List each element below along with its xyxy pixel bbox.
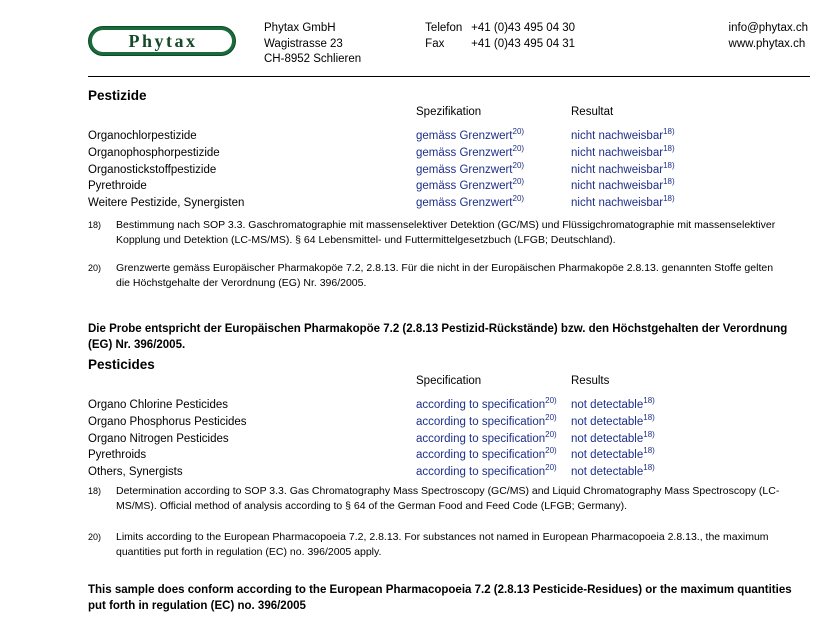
footnote-ref-result: 18) <box>663 194 675 204</box>
table-row <box>88 431 771 448</box>
table-row <box>88 128 771 145</box>
table-row <box>88 162 771 179</box>
analyte-spec: gemäss Grenzwert$^{20)}$ <box>416 194 525 210</box>
company-street: Wagistrasse 23 <box>264 37 343 50</box>
analyte-spec: according to specification$^{20)}$ <box>416 412 557 428</box>
column-header-spec-de: Spezifikation <box>416 106 482 118</box>
company-city: CH-8952 Schlieren <box>264 53 362 65</box>
analyte-result: nicht nachweisbar$^{18)}$ <box>571 177 675 193</box>
footnote-20-english <box>88 530 788 559</box>
conclusion-english: This sample does conform according to the European Pharmacopoeia 7.2 (2.8.13 Pesticide-Residues) or the maximum quantities put forth in regulation (EC) no. 396/2005 <box>88 584 792 612</box>
footnote-ref-spec: 20) <box>512 127 525 137</box>
footnote-20-german <box>88 261 788 290</box>
table-row <box>88 447 771 464</box>
analyte-name: Organostickstoffpestizide <box>88 163 217 176</box>
analyte-name: Organophosphorpestizide <box>88 146 220 159</box>
company-name: Phytax GmbH <box>264 22 336 34</box>
footnote-marker: 20) <box>88 263 102 273</box>
email-address[interactable]: info@phytax.ch <box>728 22 808 34</box>
footnote-ref-result: 18) <box>663 143 675 153</box>
telephone-label: Telefon <box>425 22 463 34</box>
column-header-name-de <box>88 106 416 128</box>
footnote-ref-result: 18) <box>643 396 655 406</box>
telephone-value: +41 (0)43 495 04 30 <box>471 22 576 34</box>
analyte-spec: according to specification$^{20)}$ <box>416 446 557 462</box>
analyte-result: not detectable$^{18)}$ <box>571 396 655 411</box>
analyte-spec: gemäss Grenzwert$^{20)}$ <box>416 127 525 142</box>
analyte-spec: according to specification$^{20)}$ <box>416 396 557 411</box>
analyte-result: not detectable$^{18)}$ <box>571 446 655 462</box>
footnote-ref-result: 18) <box>643 412 655 422</box>
analyte-spec: gemäss Grenzwert$^{20)}$ <box>416 143 525 159</box>
phytax-logo <box>88 26 236 56</box>
analyte-result: nicht nachweisbar$^{18)}$ <box>571 127 675 142</box>
table-row <box>88 178 771 195</box>
analyte-name: Pyrethroide <box>88 180 147 193</box>
footnote-ref-spec: 20) <box>512 194 525 204</box>
analyte-result: not detectable$^{18)}$ <box>571 412 655 428</box>
analyte-name: Others, Synergists <box>88 466 183 479</box>
table-row <box>88 464 771 481</box>
company-address <box>264 16 361 68</box>
logo-wordmark: Phytax <box>128 31 198 51</box>
table-row <box>88 145 771 162</box>
analyte-spec: according to specification$^{20)}$ <box>416 463 557 479</box>
analyte-result: nicht nachweisbar$^{18)}$ <box>571 194 675 210</box>
website-url[interactable]: www.phytax.ch <box>728 37 806 50</box>
table-header-row-english <box>88 375 771 397</box>
footnote-ref-spec: 20) <box>545 396 557 406</box>
conclusion-german: Die Probe entspricht der Europäischen Pharmakopöe 7.2 (2.8.13 Pestizid-Rückstände) bzw. den Höchstgehalten der Verordnung (EG) Nr. 396/2005. <box>88 323 788 351</box>
footnote-marker: 18) <box>88 220 102 230</box>
fax-row <box>425 37 575 53</box>
analyte-name: Pyrethroids <box>88 449 147 462</box>
footnote-marker: 20) <box>88 532 102 542</box>
table-row <box>88 397 771 414</box>
footnote-18-german <box>88 218 788 247</box>
analyte-spec: gemäss Grenzwert$^{20)}$ <box>416 160 525 176</box>
footnote-text: Limits according to the European Pharmacopoeia 7.2, 2.8.13. For substances not named in European Pharmacopoeia 2.8.13., the maximum quantities put forth in regulation (EC) no. 396/2005 apply. <box>116 531 769 558</box>
footnote-ref-result: 18) <box>663 160 675 170</box>
column-header-spec-en: Specification <box>416 375 482 387</box>
section-title-english: Pesticides <box>88 357 155 372</box>
footnote-ref-result: 18) <box>663 127 675 137</box>
table-row <box>88 195 771 212</box>
telephone-row <box>425 21 575 37</box>
table-row <box>88 414 771 431</box>
logo-inner-shape <box>92 30 232 52</box>
footnote-ref-spec: 20) <box>545 446 557 456</box>
section-title-german: Pestizide <box>88 88 147 103</box>
company-web <box>729 16 810 52</box>
footnote-ref-spec: 20) <box>512 143 525 153</box>
footnote-ref-spec: 20) <box>512 177 525 187</box>
analyte-result: not detectable$^{18)}$ <box>571 429 655 445</box>
footnote-ref-spec: 20) <box>545 429 557 439</box>
analyte-result: nicht nachweisbar$^{18)}$ <box>571 143 675 159</box>
analyte-result: nicht nachweisbar$^{18)}$ <box>571 160 675 176</box>
column-header-result-de: Resultat <box>571 106 614 118</box>
footnote-text: Determination according to SOP 3.3. Gas Chromatography Mass Spectroscopy (GC/MS) and Liquid Chromatography Mass Spectroscopy (LC-MS/MS). Official method of analysis according to § 64 of the German Food and Feed Code (LFGB; Germany). <box>116 485 780 512</box>
table-header-row-german <box>88 106 771 128</box>
analyte-result: not detectable$^{18)}$ <box>571 463 655 479</box>
header-divider <box>88 76 810 77</box>
fax-value: +41 (0)43 495 04 31 <box>471 37 576 50</box>
footnote-ref-result: 18) <box>643 446 655 456</box>
pesticides-table-german <box>88 106 771 212</box>
analyte-name: Organo Chlorine Pesticides <box>88 399 228 411</box>
footnote-ref-spec: 20) <box>545 463 557 473</box>
analyte-name: Organo Nitrogen Pesticides <box>88 432 229 445</box>
company-contact <box>425 16 575 52</box>
column-header-result-en: Results <box>571 375 610 387</box>
footnote-18-english <box>88 484 788 513</box>
analyte-name: Weitere Pestizide, Synergisten <box>88 197 245 210</box>
footnote-ref-result: 18) <box>643 463 655 473</box>
document-header <box>88 16 810 72</box>
analyte-spec: gemäss Grenzwert$^{20)}$ <box>416 177 525 193</box>
footnote-text: Bestimmung nach SOP 3.3. Gaschromatographie mit massenselektiver Detektion (GC/MS) und Flüssigchromatographie mit massenselektiver Kopplung und Detektion (LC-MS/MS). § 64 Lebensmittel- und Futtermittelgesetzbuch (LFGB; Deutschland). <box>116 219 776 246</box>
analyte-spec: according to specification$^{20)}$ <box>416 429 557 445</box>
pesticides-table-english <box>88 375 771 481</box>
analyte-name: Organo Phosphorus Pesticides <box>88 415 247 428</box>
footnote-text: Grenzwerte gemäss Europäischer Pharmakopöe 7.2, 2.8.13. Für die nicht in der Europäischen Pharmakopöe 2.8.13. genannten Stoffe gelten die Höchstgehalte der Verordnung (EG) Nr. 396/2005. <box>116 262 774 289</box>
footnote-ref-spec: 20) <box>512 160 525 170</box>
fax-label: Fax <box>425 37 445 50</box>
analyte-name: Organochlorpestizide <box>88 130 197 142</box>
footnote-ref-result: 18) <box>643 429 655 439</box>
footnote-marker: 18) <box>88 486 102 496</box>
column-header-name-en <box>88 375 416 397</box>
footnote-ref-spec: 20) <box>545 412 557 422</box>
footnote-ref-result: 18) <box>663 177 675 187</box>
